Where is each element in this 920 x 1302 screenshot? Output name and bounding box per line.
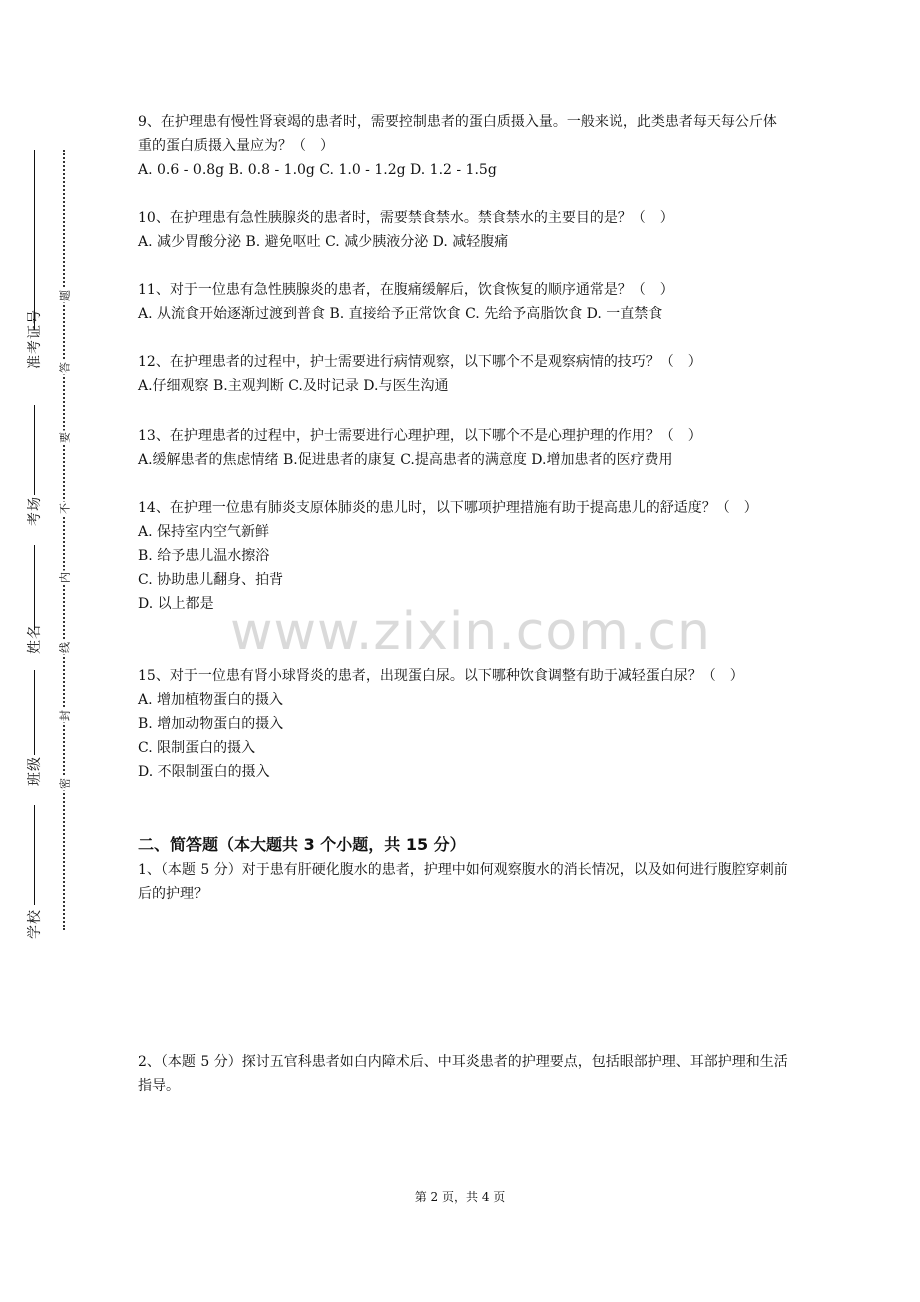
exam-room-label: 考场: [27, 496, 43, 526]
question-options: A. 从流食开始逐渐过渡到普食 B. 直接给予正常饮食 C. 先给予高脂饮食 D. 一直禁食: [138, 306, 663, 322]
option-a: A. 增加植物蛋白的摄入: [138, 692, 284, 708]
question-options: A. 0.6 - 0.8g B. 0.8 - 1.0g C. 1.0 - 1.2g D. 1.2 - 1.5g: [138, 162, 497, 178]
question-11: [138, 278, 788, 326]
seal-char: 不: [58, 503, 72, 514]
underline: [34, 670, 35, 755]
underline: [34, 150, 35, 330]
class-label: 班级: [27, 756, 43, 786]
seal-char: 要: [58, 432, 72, 443]
seal-dotted-line: [63, 150, 75, 930]
seal-char: 题: [58, 290, 72, 301]
option-d: D. 不限制蛋白的摄入: [138, 764, 270, 780]
question-options: A. 减少胃酸分泌 B. 避免呕吐 C. 减少胰液分泌 D. 减轻腹痛: [138, 234, 509, 250]
seal-char: 封: [58, 710, 72, 721]
question-text: 15、对于一位患有肾小球肾炎的患者，出现蛋白尿。以下哪种饮食调整有助于减轻蛋白尿？（ ）: [138, 668, 744, 684]
option-d: D. 以上都是: [138, 596, 214, 612]
underline: [34, 805, 35, 905]
seal-char: 内: [58, 572, 72, 583]
question-13: [138, 424, 788, 472]
question-text: 12、在护理患者的过程中，护士需要进行病情观察，以下哪个不是观察病情的技巧？（ ）: [138, 354, 702, 370]
option-a: A. 保持室内空气新鲜: [138, 524, 270, 540]
page-footer: 第 2 页，共 4 页: [414, 1190, 506, 1204]
underline: [34, 405, 35, 495]
question-text: 10、在护理患有急性胰腺炎的患者时，需要禁食禁水。禁食禁水的主要目的是？（ ）: [138, 210, 674, 226]
section-2-title: 二、简答题（本大题共 3 个小题，共 15 分）: [138, 835, 466, 854]
admission-number-label: 准考证号: [27, 309, 43, 369]
question-12: [138, 350, 788, 398]
question-text: 1、（本题 5 分）对于患有肝硬化腹水的患者，护理中如何观察腹水的消长情况，以及如何进行腹腔穿刺前后的护理？: [138, 862, 788, 902]
question-10: [138, 206, 788, 254]
option-c: C. 限制蛋白的摄入: [138, 740, 256, 756]
option-b: B. 增加动物蛋白的摄入: [138, 716, 284, 732]
question-9: [138, 110, 788, 182]
underline: [34, 545, 35, 630]
question-text: 14、在护理一位患有肺炎支原体肺炎的患儿时，以下哪项护理措施有助于提高患儿的舒适度？（ ）: [138, 500, 758, 516]
short-answer-1: [138, 858, 788, 906]
short-answer-2: [138, 1050, 788, 1098]
name-label: 姓名: [27, 624, 43, 654]
question-15: [138, 664, 788, 784]
school-label: 学校: [27, 909, 43, 939]
seal-char: 线: [58, 642, 72, 653]
question-text: 13、在护理患者的过程中，护士需要进行心理护理，以下哪个不是心理护理的作用？（ ）: [138, 428, 702, 444]
seal-char: 密: [58, 778, 72, 789]
question-text: 2、（本题 5 分）探讨五官科患者如白内障术后、中耳炎患者的护理要点，包括眼部护理、耳部护理和生活指导。: [138, 1054, 788, 1094]
question-text: 9、在护理患有慢性肾衰竭的患者时，需要控制患者的蛋白质摄入量。一般来说，此类患者每天每公斤体重的蛋白质摄入量应为？（ ）: [138, 114, 777, 154]
question-text: 11、对于一位患有急性胰腺炎的患者，在腹痛缓解后，饮食恢复的顺序通常是？（ ）: [138, 282, 674, 298]
option-c: C. 协助患儿翻身、拍背: [138, 572, 284, 588]
option-b: B. 给予患儿温水擦浴: [138, 548, 270, 564]
seal-char: 答: [58, 362, 72, 373]
question-14: [138, 496, 788, 616]
watermark: www.zixin.com.cn: [230, 602, 711, 662]
binding-margin: [0, 0, 80, 1302]
question-options: A.缓解患者的焦虑情绪 B.促进患者的康复 C.提高患者的满意度 D.增加患者的医疗费用: [138, 452, 673, 468]
question-options: A.仔细观察 B.主观判断 C.及时记录 D.与医生沟通: [138, 378, 449, 394]
